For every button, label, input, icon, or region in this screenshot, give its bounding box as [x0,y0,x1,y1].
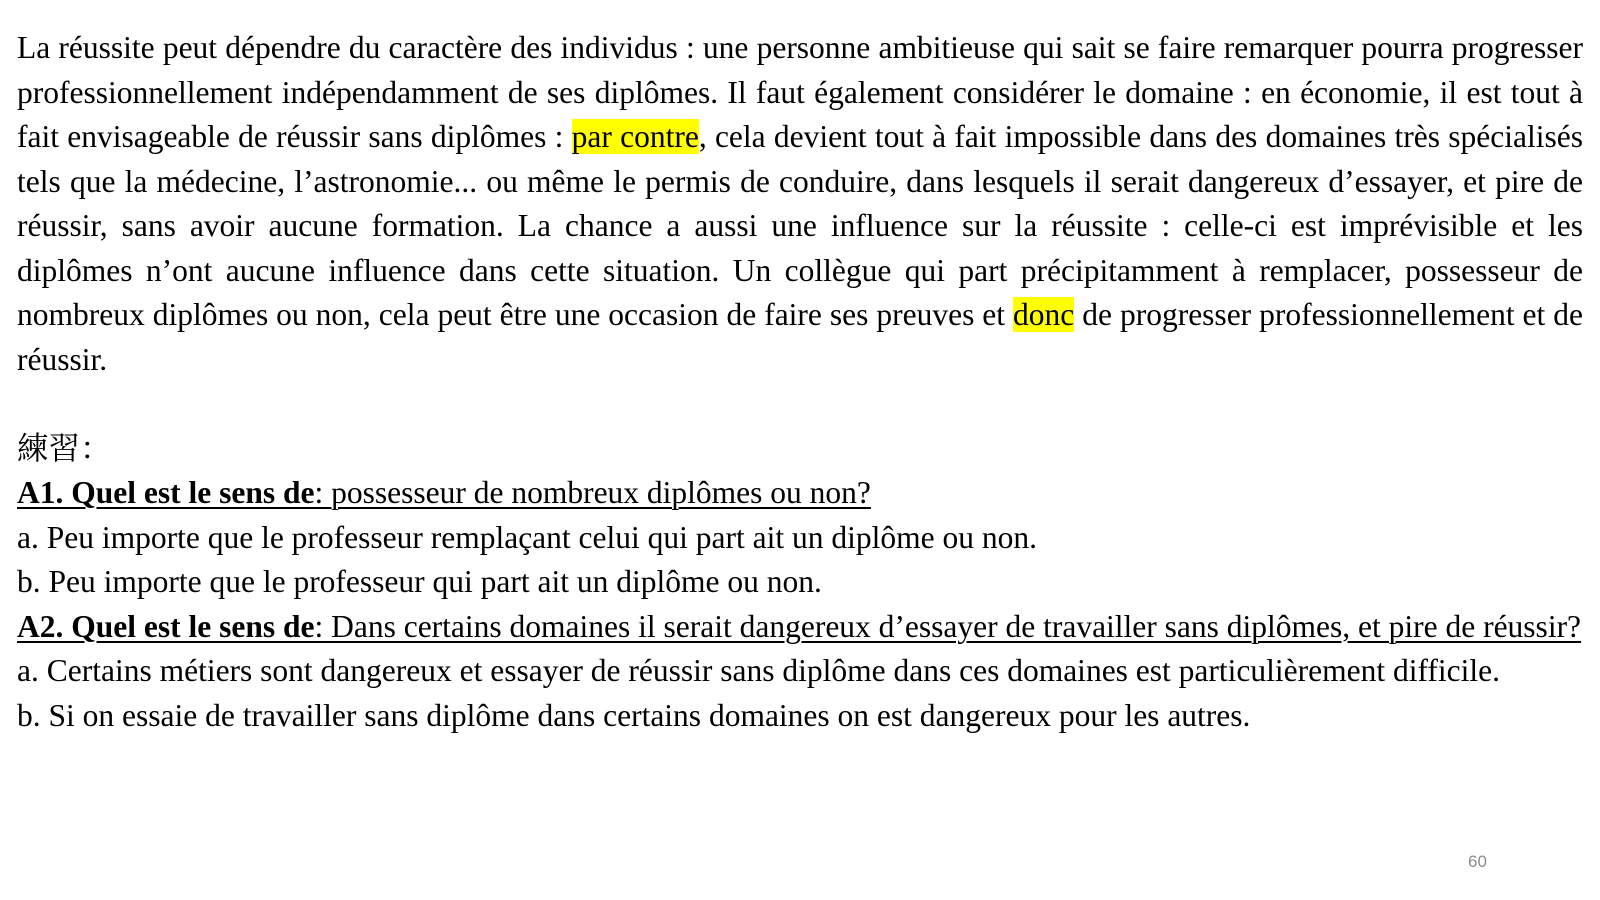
question-a2-prefix: A2. Quel est le sens de [17,608,315,644]
page-number: 60 [1468,852,1487,871]
highlight-donc: donc [1013,297,1075,332]
answer-a1-a: a. Peu importe que le professeur remplaçant celui qui part ait un diplôme ou non. [17,519,1037,555]
blank-line [17,382,1583,427]
passage-text-part-2: , cela devient tout à fait impossible dans des domaines très spécialisés tels que la médecine, l’astronomie... ou même le permis de conduire, dans lesquels il serait dangereux d’essayer, et pire de réussir, sans avoir aucune formation. La chance a aussi une influence sur la réussite : celle-ci est imprévisible et les diplômes n’ont aucune influence dans cette situation. Un collègue qui part précipitamment à remplacer, possesseur de nombreux diplômes ou non, cela peut être une occasion de faire ses preuves et [17,119,1583,332]
exercise-label: 練習： [17,430,112,466]
slide-content [17,26,1583,738]
answer-a1-b: b. Peu importe que le professeur qui part ait un diplôme ou non. [17,564,822,599]
answer-a2-a: a. Certains métiers sont dangereux et essayer de réussir sans diplôme dans ces domaines est particulièrement difficile. [17,653,1500,688]
passage-paragraph [17,26,1583,382]
question-a2 [17,605,1583,650]
passage-text-part-1: La réussite peut dépendre du caractère des individus : une personne ambitieuse qui sait se faire remarquer pourra progresser professionnellement indépendamment de ses diplômes. Il faut également considérer le domaine : en économie, il est tout à fait envisageable de réussir sans diplômes : [17,30,1583,154]
question-a1 [17,471,1583,516]
question-a1-text: : possesseur de nombreux diplômes ou non? [314,475,871,510]
answer-a2-b: b. Si on essaie de travailler sans diplôme dans certains domaines on est dangereux pour les autres. [17,697,1251,733]
passage-text-part-3: de progresser professionnellement et de réussir. [17,297,1583,377]
question-a2-text: : Dans certains domaines il serait dangereux d’essayer de travailler sans diplômes, et pire de réussir? [314,608,1582,644]
question-a1-prefix: A1. Quel est le sens de [17,475,315,510]
highlight-par-contre: par contre [571,119,699,154]
